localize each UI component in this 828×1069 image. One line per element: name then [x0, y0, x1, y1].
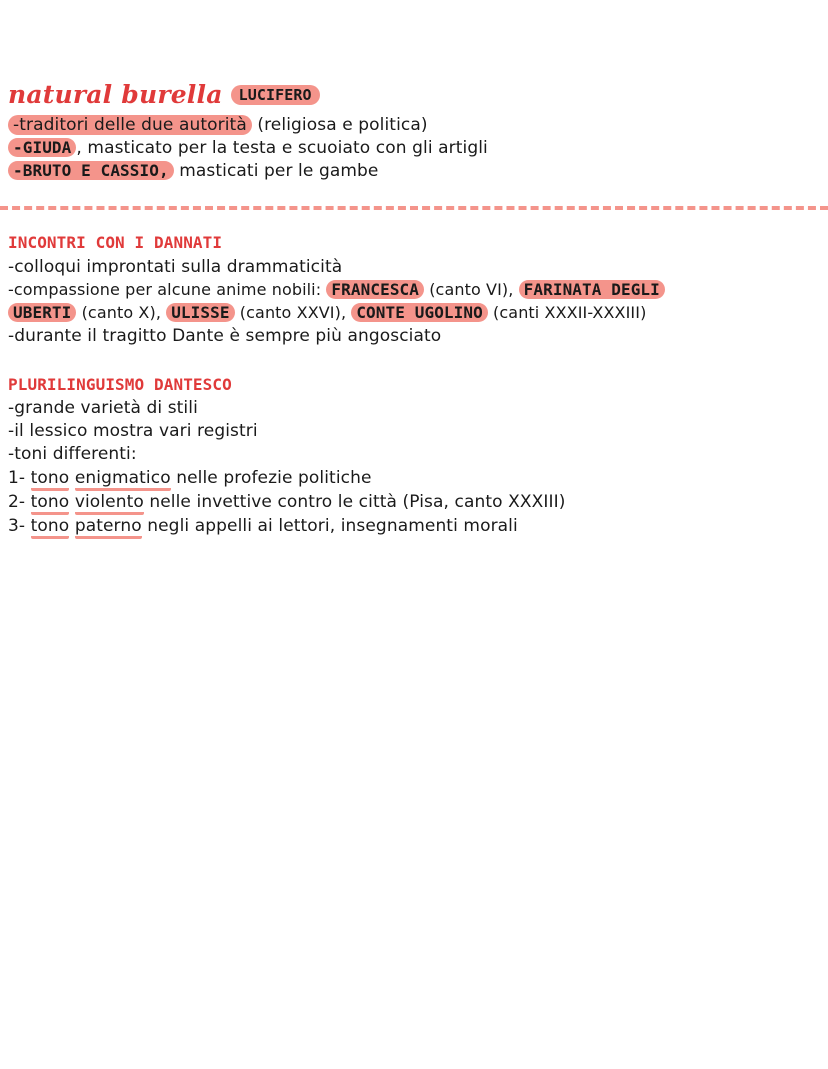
note-text: (canto VI),	[424, 280, 519, 299]
list-item	[8, 491, 565, 513]
note-line	[8, 137, 488, 159]
note-line: -toni differenti:	[8, 444, 137, 464]
list-item	[8, 515, 518, 537]
highlighted-text: CONTE UGOLINO	[351, 303, 488, 322]
underlined-text: paterno	[75, 516, 142, 539]
list-item	[8, 467, 372, 489]
note-text: (religiosa e politica)	[251, 115, 428, 135]
highlighted-text: ULISSE	[166, 303, 234, 322]
section-title-row	[8, 80, 320, 109]
note-line: -durante il tragitto Dante è sempre più angosciato	[8, 326, 442, 346]
note-text: nelle profezie politiche	[170, 468, 372, 488]
note-text: masticati per le gambe	[173, 161, 379, 181]
list-number: 1-	[8, 468, 31, 488]
underlined-text: tono	[31, 492, 70, 515]
underlined-text: enigmatico	[75, 468, 171, 491]
note-text: , masticato per la testa e scuoiato con gli artigli	[76, 138, 488, 158]
note-line	[8, 279, 665, 301]
note-line: -colloqui improntati sulla drammaticità	[8, 257, 343, 277]
section-heading: PLURILINGUISMO DANTESCO	[8, 375, 232, 394]
section-heading: INCONTRI CON I DANNATI	[8, 233, 223, 252]
highlighted-text: FARINATA DEGLI	[519, 280, 665, 299]
list-number: 2-	[8, 492, 31, 512]
note-text: -compassione per alcune anime nobili:	[8, 280, 327, 299]
note-text: nelle invettive contro le città (Pisa, canto XXXIII)	[143, 492, 566, 512]
underlined-text: violento	[75, 492, 144, 515]
note-line: -grande varietà di stili	[8, 398, 198, 418]
note-line	[8, 114, 428, 136]
note-text: (canto XXVI),	[234, 303, 352, 322]
section-title: natural burella	[8, 80, 223, 109]
highlighted-text: UBERTI	[8, 303, 76, 322]
note-line	[8, 302, 646, 324]
underlined-text: tono	[31, 516, 70, 539]
highlighted-text: -BRUTO E CASSIO,	[8, 161, 174, 180]
note-text: (canto X),	[76, 303, 167, 322]
note-text: (canti XXXII-XXXIII)	[487, 303, 647, 322]
dashed-divider	[0, 206, 828, 210]
note-line: -il lessico mostra vari registri	[8, 421, 258, 441]
highlighted-text: -traditori delle due autorità	[8, 115, 252, 135]
highlighted-text: -GIUDA	[8, 138, 76, 157]
list-number: 3-	[8, 516, 31, 536]
highlighted-text: FRANCESCA	[326, 280, 424, 299]
highlight-tag: LUCIFERO	[231, 85, 320, 105]
note-line	[8, 160, 378, 182]
underlined-text: tono	[31, 468, 70, 491]
note-text: negli appelli ai lettori, insegnamenti morali	[141, 516, 518, 536]
